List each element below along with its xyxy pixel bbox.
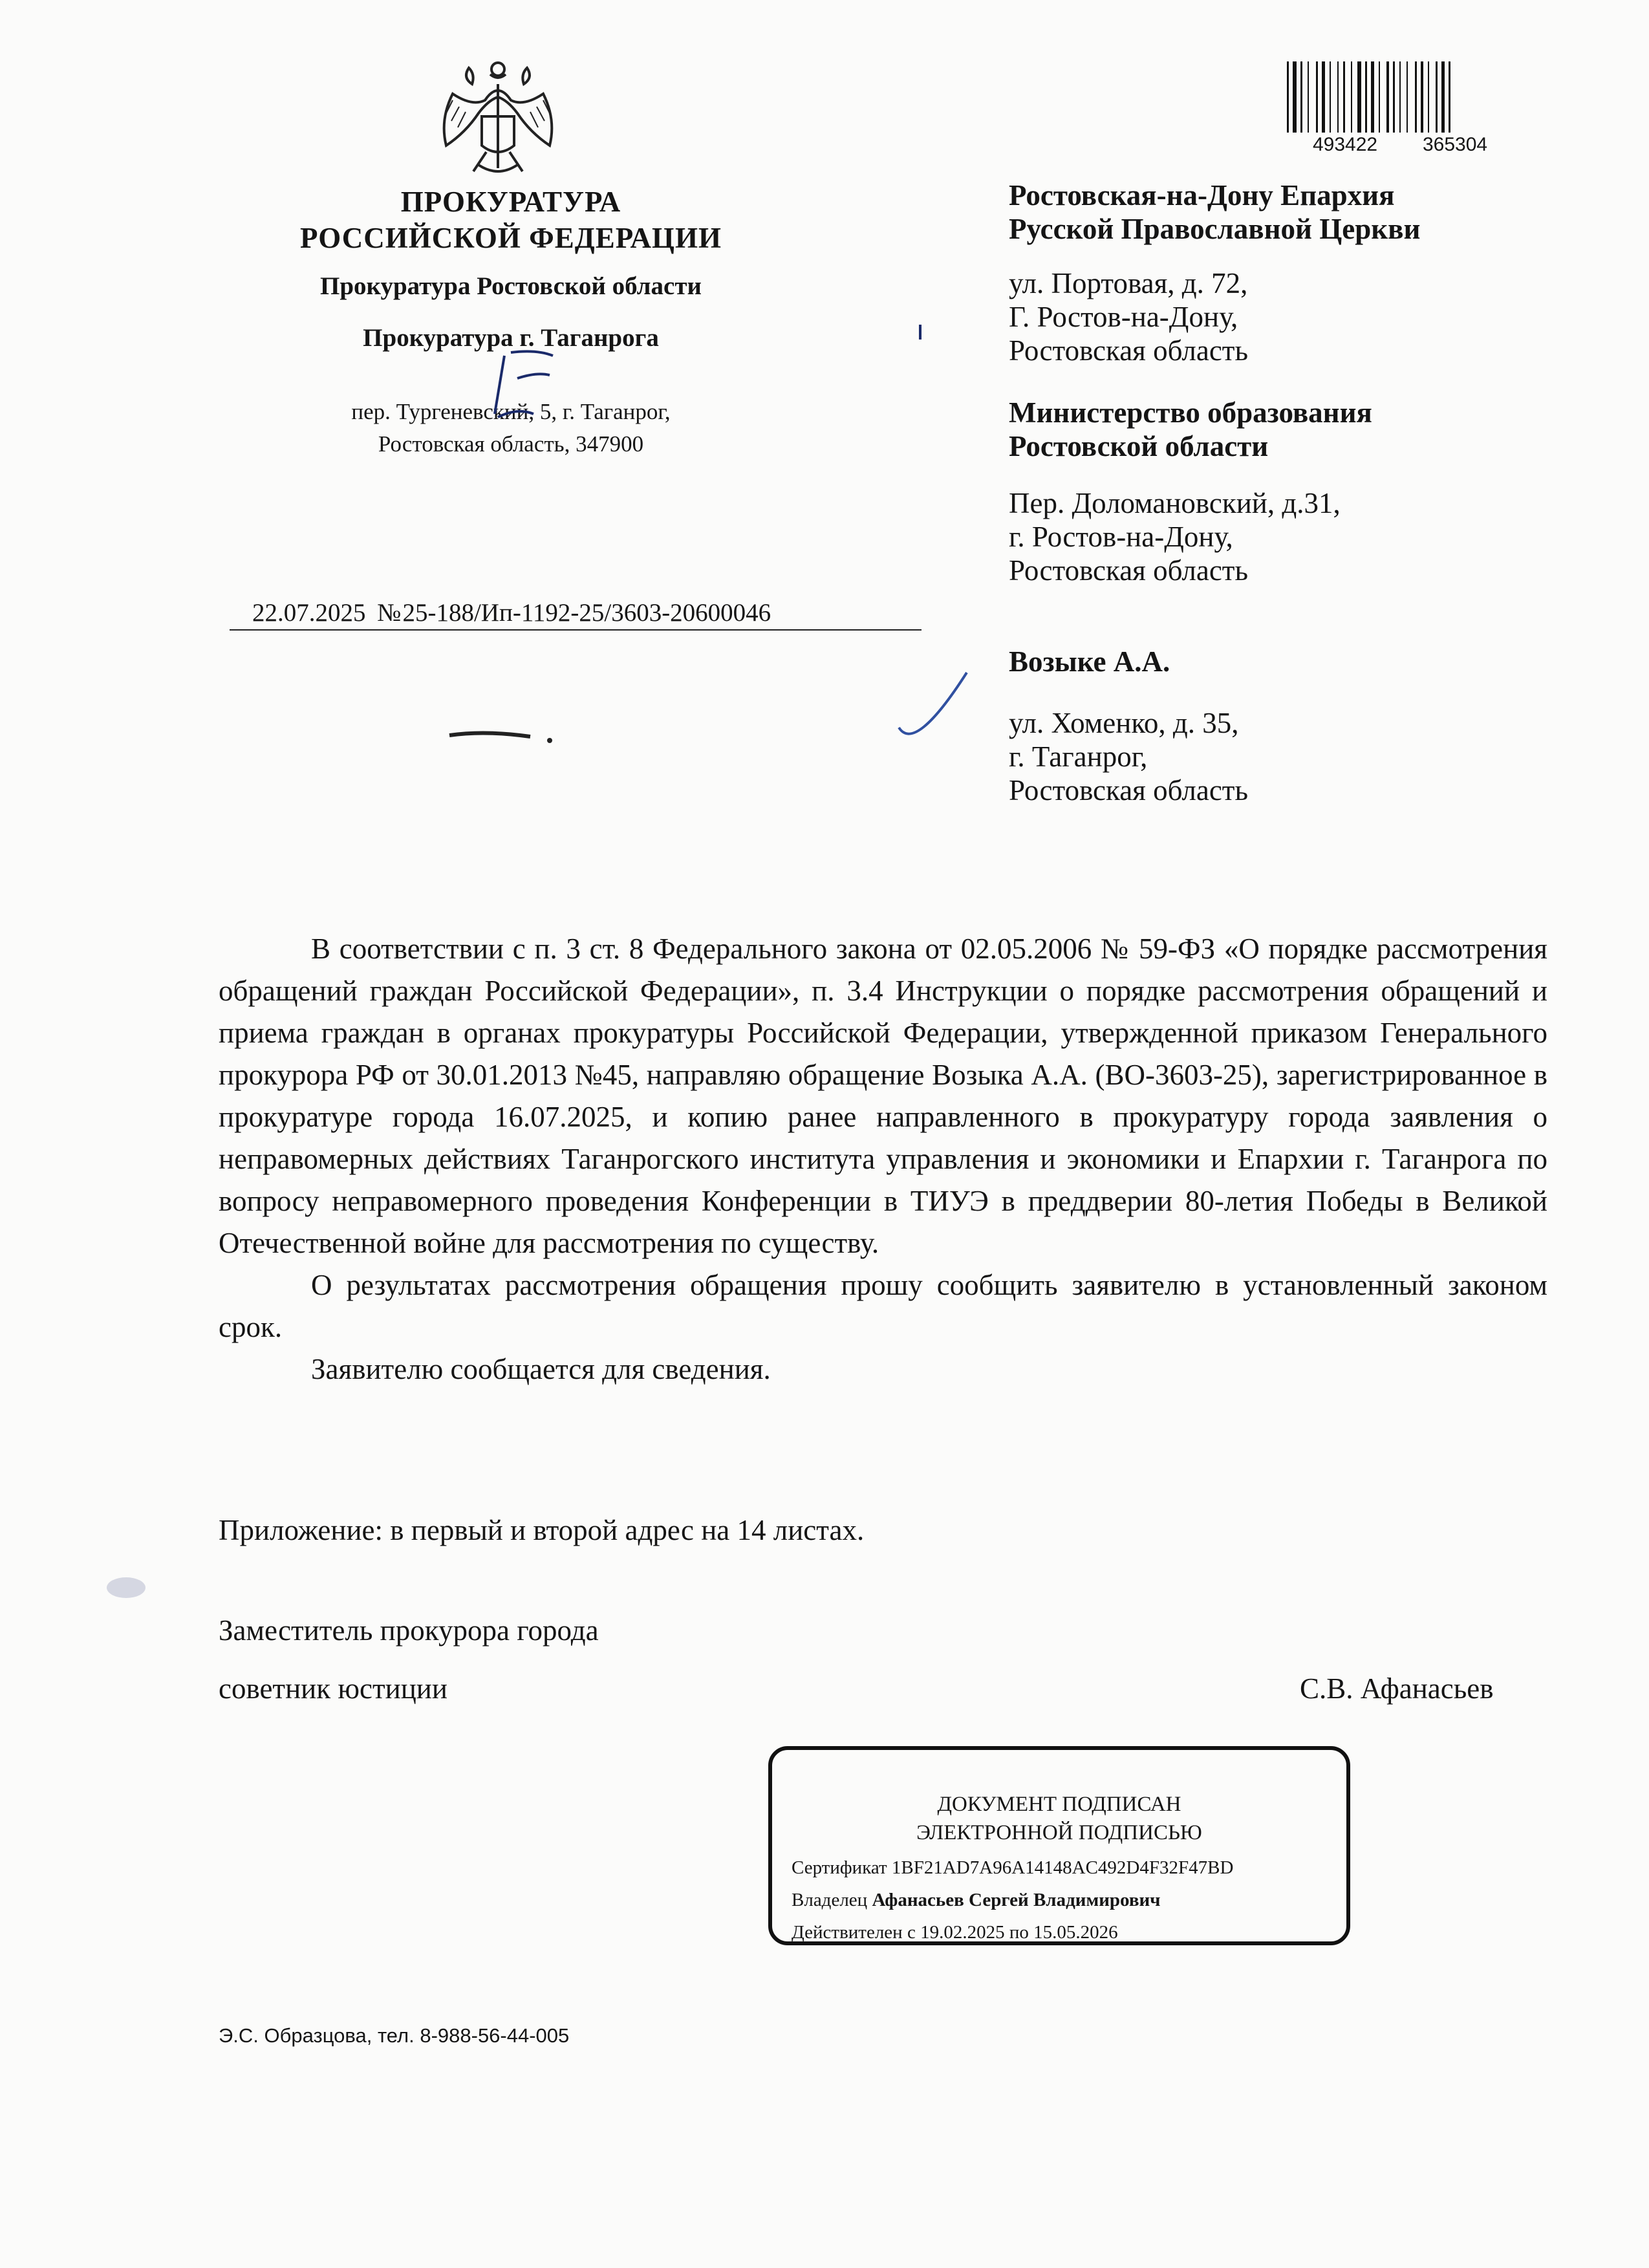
recipient-1-address-line2: Г. Ростов-на-Дону, [1009, 301, 1238, 333]
pen-stroke-icon [446, 728, 556, 747]
barcode-bar [1300, 61, 1302, 133]
barcode-bar [1322, 61, 1325, 133]
barcode-bar [1406, 61, 1408, 133]
barcode-icon [1287, 61, 1546, 133]
recipient-2-address-line3: Ростовская область [1009, 554, 1248, 587]
stamp-cert-value: 1BF21AD7A96A14148AC492D4F32F47BD [891, 1857, 1234, 1878]
barcode-bar [1343, 61, 1345, 133]
recipient-2-name [1009, 396, 1533, 463]
stamp-cert-label: Сертификат [792, 1857, 887, 1878]
signer-name: С.В. Афанасьев [1300, 1672, 1494, 1705]
barcode-bar [1386, 61, 1389, 133]
barcode-bar [1449, 61, 1450, 133]
recipient-1-address [1009, 266, 1533, 367]
signer-rank: советник юстиции [219, 1672, 447, 1705]
barcode-bar [1421, 61, 1423, 133]
stamp-title-line2: ЭЛЕКТРОННОЙ ПОДПИСЬЮ [916, 1821, 1202, 1844]
barcode-bar [1441, 61, 1445, 133]
handwritten-mark-icon [491, 343, 563, 427]
stamp-owner-value: Афанасьев Сергей Владимирович [872, 1890, 1161, 1910]
recipient-1-address-line1: ул. Портовая, д. 72, [1009, 267, 1248, 299]
stamp-title-line1: ДОКУМЕНТ ПОДПИСАН [937, 1793, 1181, 1816]
recipient-1-name [1009, 178, 1533, 246]
barcode-bar [1365, 61, 1367, 133]
barcode-bar [1357, 61, 1361, 133]
issuer-city-office: Прокуратура г. Таганрога [363, 324, 659, 352]
barcode-bar [1371, 61, 1374, 133]
signer-position: Заместитель прокурора города [219, 1614, 599, 1647]
recipient-2-address-line2: г. Ростов-на-Дону, [1009, 521, 1233, 553]
stamp-valid-to: 15.05.2026 [1033, 1922, 1118, 1943]
issuer-address-line1: пер. Тургеневский, 5, г. Таганрог, [351, 399, 671, 424]
recipient-2-address-line1: Пер. Доломановский, д.31, [1009, 487, 1341, 519]
barcode-bar [1351, 61, 1352, 133]
body-paragraph-2: О результатах рассмотрения обращения прошу сообщить заявителю в установленный законом срок. [219, 1269, 1547, 1343]
barcode [1287, 61, 1546, 155]
recipient-3-name-line1: Возыке А.А. [1009, 645, 1170, 678]
letter-body [219, 928, 1547, 1390]
recipient-2-name-line2: Ростовской области [1009, 430, 1269, 462]
stamp-validity [792, 1922, 1118, 1943]
stamp-valid-to-label: по [1009, 1922, 1029, 1943]
issuer-organization [188, 184, 834, 256]
barcode-bar [1330, 61, 1331, 133]
stamp-title [772, 1790, 1346, 1847]
recipient-3-address-line1: ул. Хоменко, д. 35, [1009, 707, 1239, 739]
check-mark-icon [896, 666, 973, 750]
barcode-bar [1316, 61, 1318, 133]
recipient-2-address [1009, 486, 1533, 587]
recipient-1-address-line3: Ростовская область [1009, 334, 1248, 367]
issuer-org-line2: РОССИЙСКОЙ ФЕДЕРАЦИИ [300, 222, 722, 254]
barcode-bar [1379, 61, 1380, 133]
registration-number-sign: № [377, 599, 402, 627]
registration-date: 22.07.2025 [252, 599, 366, 627]
barcode-bar [1393, 61, 1395, 133]
issuer-org-line1: ПРОКУРАТУРА [400, 186, 621, 218]
recipient-3-address-line3: Ростовская область [1009, 774, 1248, 806]
stamp-valid-from: 19.02.2025 [920, 1922, 1005, 1943]
scan-smudge-icon [103, 1571, 149, 1604]
barcode-number-right: 365304 [1423, 134, 1488, 155]
stamp-owner-label: Владелец [792, 1890, 868, 1910]
barcode-bar [1308, 61, 1309, 133]
barcode-bar [1415, 61, 1417, 133]
barcode-bar [1337, 61, 1339, 133]
recipient-1-name-line1: Ростовская-на-Дону Епархия [1009, 179, 1395, 211]
barcode-bar [1428, 61, 1429, 133]
recipient-3-address-line2: г. Таганрог, [1009, 740, 1148, 773]
barcode-bar [1399, 61, 1401, 133]
attachment-note: Приложение: в первый и второй адрес на 14 листах. [219, 1514, 865, 1546]
recipient-1-name-line2: Русской Православной Церкви [1009, 213, 1421, 245]
body-paragraph-3: Заявителю сообщается для сведения. [311, 1353, 771, 1385]
stamp-owner [792, 1890, 1161, 1911]
barcode-bar [1436, 61, 1438, 133]
recipient-3-name [1009, 645, 1533, 678]
recipient-2-name-line1: Министерство образования [1009, 396, 1372, 429]
stamp-certificate [792, 1857, 1233, 1879]
body-paragraph-1: В соответствии с п. 3 ст. 8 Федерального закона от 02.05.2006 № 59-ФЗ «О порядке рассмотрения обращений граждан Российской Федерации», п. 3.4 Инструкции о порядке рассмотрения обращений и приема граждан в органах прокуратуры Российской Федерации, утвержденной приказом Генерального прокурора РФ от 30.01.2013 №45, направляю обращение Возыка А.А. (ВО-3603-25), зарегистрированное в прокуратуре города 16.07.2025, и копию ранее направленного в прокуратуру города заявления о неправомерных действиях Таганрогского института управления и экономики и Епархии г. Таганрога по вопросу неправомерного проведения Конференции в ТИУЭ в преддверии 80-летия Победы в Великой Отечественной войне для рассмотрения по существу. [219, 933, 1547, 1259]
registration-line [230, 598, 921, 631]
pen-dot-icon [917, 323, 923, 343]
barcode-number-left: 493422 [1313, 134, 1378, 155]
coat-of-arms-icon [427, 55, 569, 184]
barcode-bar [1287, 61, 1289, 133]
issuer-regional-office: Прокуратура Ростовской области [320, 272, 702, 300]
registration-number: 25-188/Ип-1192-25/3603-20600046 [402, 599, 771, 627]
recipient-3-address [1009, 706, 1533, 807]
electronic-signature-stamp [768, 1746, 1350, 1945]
barcode-bar [1293, 61, 1297, 133]
issuer-address-line2: Ростовская область, 347900 [378, 431, 644, 457]
stamp-valid-label: Действителен с [792, 1922, 916, 1943]
executor-contact: Э.С. Образцова, тел. 8-988-56-44-005 [219, 2024, 570, 2047]
